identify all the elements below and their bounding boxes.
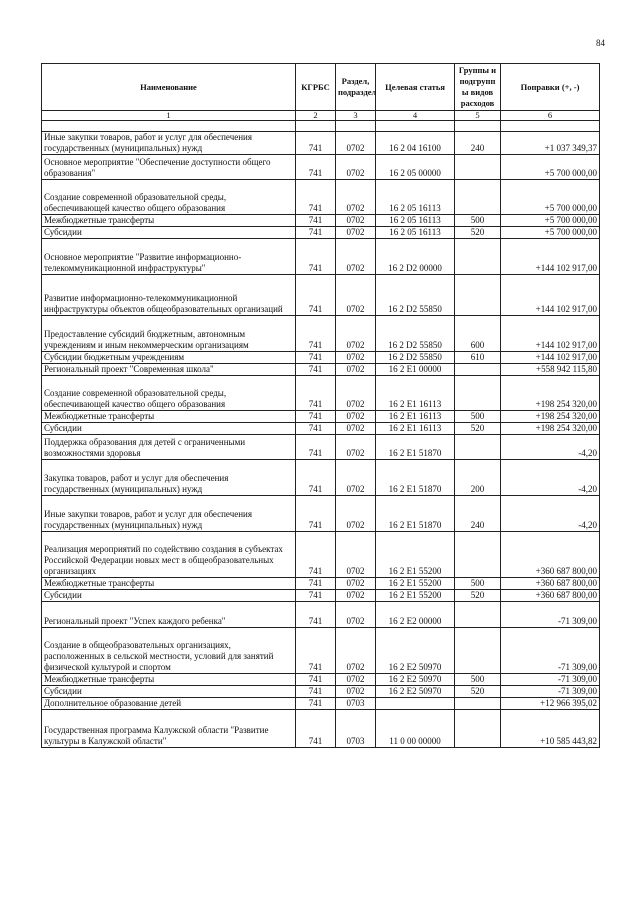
table-row — [42, 364, 600, 376]
row-group: 520 — [455, 590, 501, 602]
row-amount: +360 687 800,00 — [501, 532, 600, 578]
table-row — [42, 578, 600, 590]
row-amount: +144 102 917,00 — [501, 275, 600, 316]
row-name: Закупка товаров, работ и услуг для обеспечения государственных (муниципальных) нужд — [42, 460, 296, 496]
row-name: Субсидии — [42, 686, 296, 698]
table-row — [42, 227, 600, 239]
table-row — [42, 411, 600, 423]
header-target: Целевая статья — [376, 64, 455, 111]
row-name: Развитие информационно-телекоммуникационной инфраструктуры объектов общеобразовательных организаций — [42, 275, 296, 316]
row-name: Субсидии — [42, 423, 296, 435]
row-name: Субсидии бюджетным учреждениям — [42, 352, 296, 364]
column-number: 1 — [42, 111, 296, 121]
row-kgrbs: 741 — [296, 710, 336, 748]
row-name: Региональный проект "Современная школа" — [42, 364, 296, 376]
row-section: 0702 — [336, 435, 376, 460]
row-target: 16 2 05 16113 — [376, 215, 455, 227]
row-section: 0702 — [336, 316, 376, 352]
table-body — [42, 121, 600, 748]
row-section: 0702 — [336, 532, 376, 578]
row-group: 500 — [455, 674, 501, 686]
row-group — [455, 376, 501, 411]
row-target: 16 2 E2 50970 — [376, 674, 455, 686]
column-number: 5 — [455, 111, 501, 121]
row-section: 0702 — [336, 215, 376, 227]
row-group: 520 — [455, 686, 501, 698]
row-amount: -4,20 — [501, 460, 600, 496]
table-row — [42, 316, 600, 352]
row-target: 16 2 05 16113 — [376, 227, 455, 239]
row-kgrbs: 741 — [296, 239, 336, 275]
row-name: Поддержка образования для детей с ограниченными возможностями здоровья — [42, 435, 296, 460]
row-group: 600 — [455, 316, 501, 352]
row-kgrbs: 741 — [296, 423, 336, 435]
row-kgrbs: 741 — [296, 460, 336, 496]
column-number-row — [42, 111, 600, 121]
row-target: 16 2 E2 50970 — [376, 686, 455, 698]
table-row — [42, 352, 600, 364]
table-row — [42, 602, 600, 628]
table-row — [42, 180, 600, 215]
row-group — [455, 710, 501, 748]
row-kgrbs: 741 — [296, 698, 336, 710]
header-kgrbs: КГРБС — [296, 64, 336, 111]
row-name: Реализация мероприятий по содействию создания в субъектах Российской Федерации новых мест в общеобразовательных организациях — [42, 532, 296, 578]
row-target: 16 2 04 16100 — [376, 132, 455, 155]
row-section: 0702 — [336, 364, 376, 376]
row-amount: -71 309,00 — [501, 674, 600, 686]
row-kgrbs: 741 — [296, 275, 336, 316]
row-amount: +144 102 917,00 — [501, 316, 600, 352]
row-amount: -4,20 — [501, 496, 600, 532]
row-kgrbs: 741 — [296, 532, 336, 578]
table-row — [42, 376, 600, 411]
column-number: 3 — [336, 111, 376, 121]
column-number: 2 — [296, 111, 336, 121]
table-row — [42, 686, 600, 698]
row-name: Межбюджетные трансферты — [42, 411, 296, 423]
row-target: 16 2 05 00000 — [376, 155, 455, 180]
row-section: 0702 — [336, 275, 376, 316]
row-group — [455, 155, 501, 180]
row-name: Межбюджетные трансферты — [42, 215, 296, 227]
page-number: 84 — [596, 38, 605, 48]
header-amendment: Поправки (+, -) — [501, 64, 600, 111]
table-row — [42, 132, 600, 155]
row-name: Основное мероприятие "Обеспечение доступности общего образования" — [42, 155, 296, 180]
row-kgrbs: 741 — [296, 674, 336, 686]
row-name: Иные закупки товаров, работ и услуг для обеспечения государственных (муниципальных) нужд — [42, 496, 296, 532]
row-target: 16 2 E1 00000 — [376, 364, 455, 376]
row-amount: +198 254 320,00 — [501, 423, 600, 435]
row-group — [455, 364, 501, 376]
row-target: 16 2 D2 00000 — [376, 239, 455, 275]
row-kgrbs: 741 — [296, 411, 336, 423]
row-kgrbs: 741 — [296, 155, 336, 180]
row-target: 16 2 D2 55850 — [376, 316, 455, 352]
row-amount: +198 254 320,00 — [501, 376, 600, 411]
row-amount: +198 254 320,00 — [501, 411, 600, 423]
table-row — [42, 155, 600, 180]
table-row — [42, 239, 600, 275]
row-section: 0702 — [336, 674, 376, 686]
header-row — [42, 64, 600, 111]
row-section: 0702 — [336, 155, 376, 180]
row-group: 240 — [455, 132, 501, 155]
row-kgrbs: 741 — [296, 352, 336, 364]
spacer-row — [42, 121, 600, 132]
row-name: Предоставление субсидий бюджетным, автономным учреждениям и иным некоммерческим организациям — [42, 316, 296, 352]
table-row — [42, 460, 600, 496]
table-row — [42, 215, 600, 227]
row-amount: +10 585 443,82 — [501, 710, 600, 748]
row-target: 16 2 D2 55850 — [376, 352, 455, 364]
row-group: 520 — [455, 423, 501, 435]
row-kgrbs: 741 — [296, 132, 336, 155]
table-row — [42, 590, 600, 602]
row-amount: -4,20 — [501, 435, 600, 460]
row-amount: +1 037 349,37 — [501, 132, 600, 155]
row-group: 500 — [455, 215, 501, 227]
row-target: 16 2 E1 55200 — [376, 532, 455, 578]
row-amount: +5 700 000,00 — [501, 227, 600, 239]
table-row — [42, 496, 600, 532]
row-amount: +558 942 115,80 — [501, 364, 600, 376]
row-name: Государственная программа Калужской области "Развитие культуры в Калужской области" — [42, 710, 296, 748]
table-row — [42, 674, 600, 686]
table-row — [42, 710, 600, 748]
row-name: Межбюджетные трансферты — [42, 674, 296, 686]
header-group: Группы и подгрупп ы видов расходов — [455, 64, 501, 111]
row-amount: +12 966 395,02 — [501, 698, 600, 710]
row-group — [455, 628, 501, 674]
row-kgrbs: 741 — [296, 364, 336, 376]
header-name: Наименование — [42, 64, 296, 111]
row-group — [455, 239, 501, 275]
table-row — [42, 275, 600, 316]
row-name: Создание современной образовательной среды, обеспечивающей качество общего образования — [42, 180, 296, 215]
row-kgrbs: 741 — [296, 496, 336, 532]
row-target: 16 2 E1 55200 — [376, 590, 455, 602]
row-kgrbs: 741 — [296, 227, 336, 239]
row-group: 500 — [455, 578, 501, 590]
row-group: 200 — [455, 460, 501, 496]
table-row — [42, 435, 600, 460]
row-section: 0702 — [336, 239, 376, 275]
table-row — [42, 423, 600, 435]
row-section: 0703 — [336, 698, 376, 710]
row-name: Региональный проект "Успех каждого ребенка" — [42, 602, 296, 628]
row-amount: +5 700 000,00 — [501, 215, 600, 227]
row-amount: +5 700 000,00 — [501, 155, 600, 180]
row-name: Основное мероприятие "Развитие информационно-телекоммуникационной инфраструктуры" — [42, 239, 296, 275]
row-target — [376, 698, 455, 710]
row-group — [455, 698, 501, 710]
row-kgrbs: 741 — [296, 435, 336, 460]
row-section: 0702 — [336, 411, 376, 423]
row-section: 0702 — [336, 460, 376, 496]
row-section: 0702 — [336, 423, 376, 435]
table-row — [42, 628, 600, 674]
row-group — [455, 435, 501, 460]
row-group: 500 — [455, 411, 501, 423]
row-kgrbs: 741 — [296, 686, 336, 698]
row-kgrbs: 741 — [296, 578, 336, 590]
row-name: Субсидии — [42, 227, 296, 239]
column-number: 6 — [501, 111, 600, 121]
table-row — [42, 532, 600, 578]
row-target: 16 2 E1 16113 — [376, 411, 455, 423]
row-target: 16 2 E1 55200 — [376, 578, 455, 590]
row-section: 0702 — [336, 180, 376, 215]
row-target: 11 0 00 00000 — [376, 710, 455, 748]
row-group: 240 — [455, 496, 501, 532]
row-target: 16 2 E1 16113 — [376, 423, 455, 435]
row-name: Межбюджетные трансферты — [42, 578, 296, 590]
row-group — [455, 602, 501, 628]
row-amount: -71 309,00 — [501, 628, 600, 674]
row-amount: +360 687 800,00 — [501, 590, 600, 602]
row-target: 16 2 E1 51870 — [376, 496, 455, 532]
row-section: 0702 — [336, 590, 376, 602]
row-target: 16 2 E1 51870 — [376, 435, 455, 460]
row-group: 610 — [455, 352, 501, 364]
row-target: 16 2 E2 50970 — [376, 628, 455, 674]
row-amount: +5 700 000,00 — [501, 180, 600, 215]
budget-table — [41, 63, 600, 748]
row-amount: +144 102 917,00 — [501, 239, 600, 275]
column-number: 4 — [376, 111, 455, 121]
row-section: 0702 — [336, 227, 376, 239]
row-section: 0702 — [336, 132, 376, 155]
row-group: 520 — [455, 227, 501, 239]
row-target: 16 2 E1 16113 — [376, 376, 455, 411]
row-amount: +144 102 917,00 — [501, 352, 600, 364]
row-amount: -71 309,00 — [501, 686, 600, 698]
row-section: 0702 — [336, 686, 376, 698]
row-target: 16 2 E2 00000 — [376, 602, 455, 628]
row-kgrbs: 741 — [296, 602, 336, 628]
row-name: Иные закупки товаров, работ и услуг для обеспечения государственных (муниципальных) нужд — [42, 132, 296, 155]
row-section: 0702 — [336, 496, 376, 532]
row-kgrbs: 741 — [296, 215, 336, 227]
row-section: 0702 — [336, 628, 376, 674]
row-kgrbs: 741 — [296, 316, 336, 352]
row-group — [455, 275, 501, 316]
row-name: Субсидии — [42, 590, 296, 602]
row-name: Дополнительное образование детей — [42, 698, 296, 710]
row-target: 16 2 D2 55850 — [376, 275, 455, 316]
row-kgrbs: 741 — [296, 180, 336, 215]
row-kgrbs: 741 — [296, 628, 336, 674]
row-kgrbs: 741 — [296, 590, 336, 602]
row-name: Создание в общеобразовательных организациях, расположенных в сельской местности, условий для занятий физической культурой и спортом — [42, 628, 296, 674]
row-section: 0702 — [336, 602, 376, 628]
row-target: 16 2 05 16113 — [376, 180, 455, 215]
row-target: 16 2 E1 51870 — [376, 460, 455, 496]
row-amount: +360 687 800,00 — [501, 578, 600, 590]
header-section: Раздел, подраздел — [336, 64, 376, 111]
row-kgrbs: 741 — [296, 376, 336, 411]
row-name: Создание современной образовательной среды, обеспечивающей качество общего образования — [42, 376, 296, 411]
row-section: 0702 — [336, 578, 376, 590]
table-row — [42, 698, 600, 710]
row-group — [455, 532, 501, 578]
row-group — [455, 180, 501, 215]
row-section: 0702 — [336, 376, 376, 411]
row-section: 0702 — [336, 352, 376, 364]
row-section: 0703 — [336, 710, 376, 748]
row-amount: -71 309,00 — [501, 602, 600, 628]
